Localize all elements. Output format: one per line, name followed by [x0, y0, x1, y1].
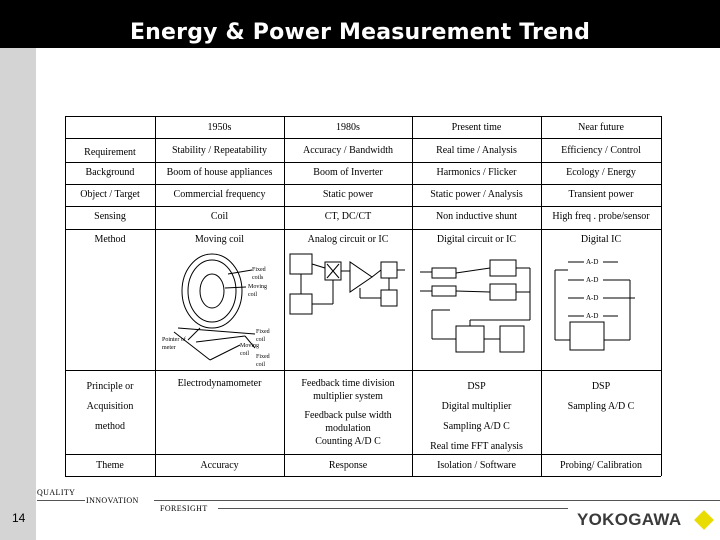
principle-text: Real time FFT analysis: [430, 441, 523, 452]
diagram-label: Moving coil: [248, 284, 268, 298]
table-cell: Transient power: [568, 189, 634, 200]
footer-foresight: FORESIGHT: [160, 504, 208, 513]
table-cell: Commercial frequency: [173, 189, 266, 200]
diagram-label: Fixed coils: [252, 267, 266, 281]
digital-circuit-diagram: [420, 260, 530, 352]
page-number: 14: [12, 511, 26, 525]
row-label-object: Object / Target: [80, 189, 140, 200]
table-cell: Real time / Analysis: [436, 145, 517, 156]
analog-circuit-diagram: [290, 254, 405, 314]
table-cell: Ecology / Energy: [566, 167, 636, 178]
table-cell: Moving coil: [194, 234, 245, 245]
table-cell: Accuracy / Bandwidth: [303, 145, 393, 156]
table-line: [65, 116, 155, 117]
diagram-label: Fixed coil: [256, 329, 270, 343]
table-cell: CT, DC/CT: [324, 211, 372, 222]
footer-innovation: INNOVATION: [86, 496, 139, 505]
left-strip: [0, 48, 36, 540]
column-header: 1980s: [336, 122, 360, 133]
column-header: 1950s: [207, 122, 232, 133]
ad-label: A-D: [586, 276, 599, 284]
table-cell: [412, 377, 541, 457]
table-line: [661, 116, 662, 476]
principle-text: Electrodynamometer: [177, 378, 262, 389]
page-title: Energy & Power Measurement Trend: [129, 20, 591, 45]
table-cell: Static power / Analysis: [430, 189, 523, 200]
table-cell: [541, 377, 661, 417]
table-cell: Digital IC: [580, 234, 622, 245]
footer-quality: QUALITY: [37, 488, 76, 497]
row-label-background: Background: [85, 167, 135, 178]
row-label-method: Method: [94, 234, 126, 245]
row-label-principle: [65, 377, 155, 437]
table-cell: Digital circuit or IC: [436, 234, 517, 245]
diagram-label: Pointer of meter: [162, 337, 186, 351]
table-cell: Boom of Inverter: [313, 167, 383, 178]
ad-label: A-D: [586, 312, 599, 320]
table-cell: Static power: [322, 189, 374, 200]
diagram-label: Moving coil: [240, 343, 260, 357]
table-cell: Accuracy: [200, 460, 239, 471]
ad-label: A-D: [586, 294, 599, 302]
principle-line: Acquisition: [86, 401, 134, 412]
yokogawa-logo: YOKOGAWA: [577, 510, 682, 529]
table-line: [65, 476, 661, 477]
footer-line: [154, 500, 720, 501]
table-cell: Coil: [210, 211, 229, 222]
logo-diamond-icon: [694, 510, 714, 530]
row-label-theme: Theme: [96, 460, 124, 471]
table-cell: Analog circuit or IC: [307, 234, 389, 245]
table-cell: Harmonics / Flicker: [436, 167, 517, 178]
table-cell: High freq . probe/sensor: [552, 211, 650, 222]
row-label-requirement: Requirement: [84, 147, 136, 158]
ad-label: A-D: [586, 258, 599, 266]
column-header: Near future: [578, 122, 624, 133]
diagram-label: Fixed coil: [256, 354, 270, 368]
table-cell: Non inductive shunt: [435, 211, 518, 222]
row-label-sensing: Sensing: [94, 211, 126, 222]
principle-text: DSP: [467, 381, 486, 392]
column-header: Present time: [451, 122, 502, 133]
table-cell: [155, 377, 284, 390]
principle-text: multiplier system: [313, 391, 383, 402]
principle-line: Principle or: [86, 381, 134, 392]
principle-text: Sampling A/D C: [443, 421, 510, 432]
table-cell: Probing/ Calibration: [560, 460, 642, 471]
table-cell: [284, 377, 412, 448]
principle-line: method: [95, 421, 125, 432]
principle-text: modulation: [325, 423, 371, 434]
title-bar: [0, 0, 720, 48]
footer-line: [37, 500, 85, 501]
table-cell: Isolation / Software: [437, 460, 516, 471]
principle-text: Feedback pulse width: [304, 410, 392, 421]
principle-text: Feedback time division: [301, 378, 395, 389]
table-line: [155, 116, 661, 117]
table-cell: Response: [328, 460, 368, 471]
table-cell: Efficiency / Control: [561, 145, 641, 156]
footer-line: [218, 508, 568, 509]
table-cell: Boom of house appliances: [166, 167, 273, 178]
principle-text: Sampling A/D C: [567, 401, 635, 412]
table-cell: Stability / Repeatability: [172, 145, 267, 156]
principle-text: DSP: [591, 381, 611, 392]
principle-text: Digital multiplier: [441, 401, 512, 412]
principle-text: Counting A/D C: [315, 436, 381, 447]
